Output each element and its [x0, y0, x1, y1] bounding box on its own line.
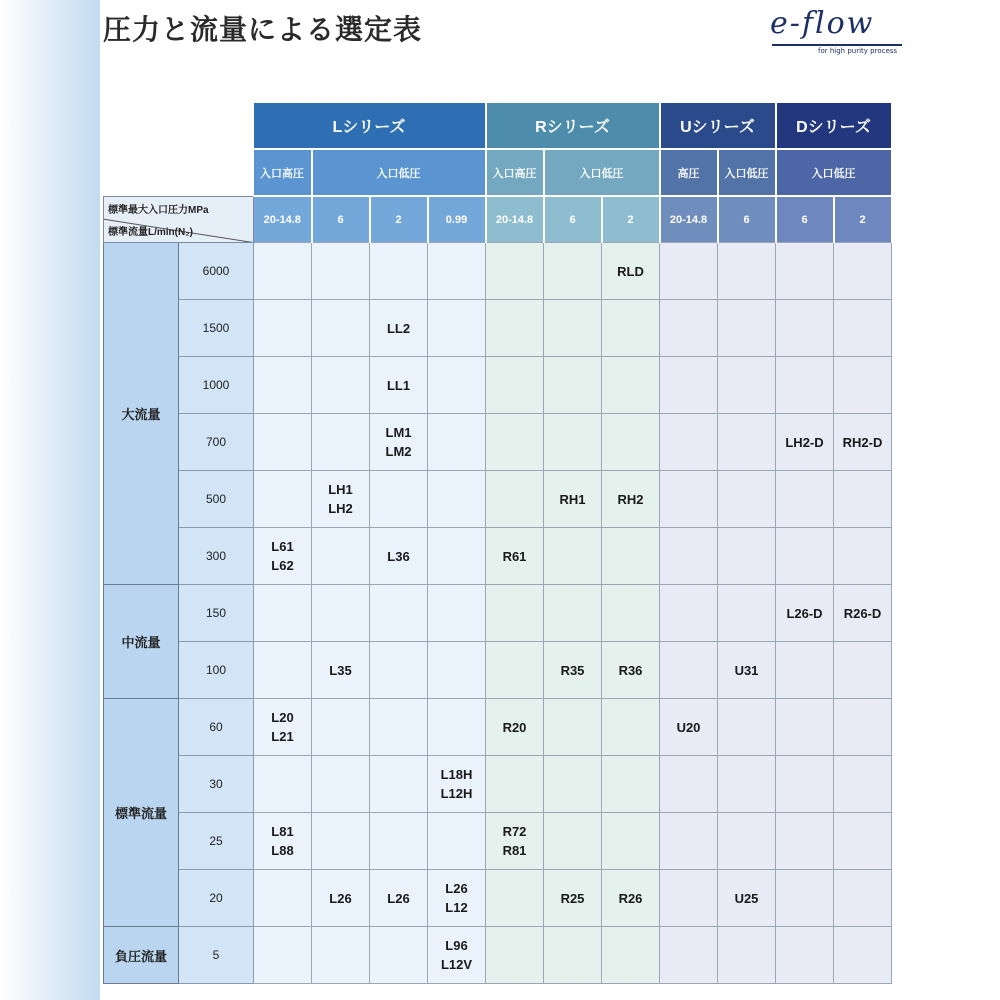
model-cell: [428, 642, 486, 699]
table-row: [104, 870, 892, 927]
model-code: L20: [271, 710, 294, 725]
model-cell: [312, 699, 370, 756]
table-row: [104, 813, 892, 870]
series-header-d: Dシリーズ: [776, 103, 892, 149]
model-code: L26: [445, 881, 468, 896]
table-row: [104, 471, 892, 528]
table-row: [104, 300, 892, 357]
subheader-r-high: 入口高圧: [486, 149, 544, 196]
model-cell: [660, 414, 718, 471]
model-cell: [428, 870, 486, 927]
model-cell: [776, 813, 834, 870]
model-cell: [254, 243, 312, 300]
series-header-u: Uシリーズ: [660, 103, 776, 149]
model-cell: [428, 243, 486, 300]
table-row: [104, 756, 892, 813]
model-cell: [486, 243, 544, 300]
table-blank-corner-2: [104, 149, 254, 196]
model-cell: [660, 756, 718, 813]
flow-rate-cell: 30: [179, 756, 254, 813]
corner-pressure-label: 標準最大入口圧力MPa: [108, 204, 209, 216]
pressure-header-5: 6: [544, 196, 602, 243]
model-cell: [428, 585, 486, 642]
model-cell: [312, 813, 370, 870]
model-cell: [834, 813, 892, 870]
table-row: [104, 585, 892, 642]
model-cell: [428, 300, 486, 357]
model-cell: [776, 528, 834, 585]
pressure-header-9: 6: [776, 196, 834, 243]
model-code: L62: [271, 558, 294, 573]
model-cell: [718, 813, 776, 870]
model-cell: [254, 300, 312, 357]
model-cell: [718, 471, 776, 528]
model-cell: [370, 699, 428, 756]
model-code: L26: [329, 890, 352, 906]
model-cell: [486, 870, 544, 927]
model-cell: [370, 471, 428, 528]
model-cell: [834, 642, 892, 699]
model-cell: [428, 813, 486, 870]
model-cell: [834, 528, 892, 585]
model-cell: [254, 414, 312, 471]
subheader-l-low: 入口低圧: [312, 149, 486, 196]
model-cell: [370, 870, 428, 927]
model-cell: [602, 927, 660, 984]
model-cell: [602, 642, 660, 699]
model-cell: [486, 471, 544, 528]
page-title: 圧力と流量による選定表: [103, 13, 423, 46]
model-code: L96: [445, 938, 468, 953]
subheader-l-high: 入口高圧: [254, 149, 312, 196]
model-code: L35: [329, 662, 352, 678]
model-cell: [660, 300, 718, 357]
flow-rate-cell: 1500: [179, 300, 254, 357]
model-cell: [312, 357, 370, 414]
model-cell: [834, 756, 892, 813]
model-cell: [776, 357, 834, 414]
model-cell: [776, 243, 834, 300]
model-cell: [312, 471, 370, 528]
model-cell: [660, 471, 718, 528]
model-cell: [370, 528, 428, 585]
flow-rate-cell: 100: [179, 642, 254, 699]
model-code: L18H: [440, 767, 473, 782]
flow-rate-cell: 300: [179, 528, 254, 585]
model-cell: [486, 927, 544, 984]
logo-text: e-flow: [770, 6, 875, 41]
series-header-r: Rシリーズ: [486, 103, 660, 149]
model-cell: [718, 756, 776, 813]
model-cell: [718, 870, 776, 927]
model-cell: [486, 756, 544, 813]
table-row: [104, 414, 892, 471]
model-cell: [428, 528, 486, 585]
table-blank-corner: [104, 103, 254, 149]
model-cell: [602, 243, 660, 300]
model-cell: [312, 870, 370, 927]
model-cell: [660, 813, 718, 870]
model-cell: [834, 870, 892, 927]
model-cell: [834, 699, 892, 756]
model-cell: [254, 585, 312, 642]
model-code: R36: [618, 662, 643, 678]
model-cell: [544, 927, 602, 984]
model-cell: [834, 357, 892, 414]
model-cell: [776, 699, 834, 756]
eflow-logo: [770, 6, 905, 56]
model-cell: [312, 528, 370, 585]
model-cell: [486, 813, 544, 870]
model-cell: [660, 699, 718, 756]
model-cell: [602, 528, 660, 585]
model-cell: [602, 813, 660, 870]
model-cell: [718, 243, 776, 300]
model-cell: [312, 243, 370, 300]
model-code: R72: [502, 824, 527, 839]
subheader-u-low: 入口低圧: [718, 149, 776, 196]
model-cell: [602, 756, 660, 813]
model-cell: [718, 699, 776, 756]
pressure-header-2: 2: [370, 196, 428, 243]
subheader-u-high: 高圧: [660, 149, 718, 196]
model-code: L12H: [440, 786, 473, 801]
model-cell: [660, 585, 718, 642]
model-cell: [660, 357, 718, 414]
model-cell: [834, 585, 892, 642]
model-cell: [486, 357, 544, 414]
model-cell: [718, 585, 776, 642]
model-code: L12V: [440, 957, 473, 972]
model-cell: [834, 414, 892, 471]
model-cell: [370, 927, 428, 984]
model-cell: [370, 414, 428, 471]
model-code: LL2: [386, 320, 411, 336]
model-code: LM1: [385, 425, 412, 440]
model-code: L81: [271, 824, 294, 839]
model-cell: [486, 699, 544, 756]
model-cell: [254, 642, 312, 699]
model-cell: [544, 357, 602, 414]
subheader-d-low: 入口低圧: [776, 149, 892, 196]
table-row: [104, 927, 892, 984]
series-header-l: Lシリーズ: [254, 103, 486, 149]
model-cell: [428, 357, 486, 414]
model-code: LH2: [328, 501, 353, 516]
model-cell: [834, 927, 892, 984]
corner-header: [104, 196, 254, 243]
model-code: R35: [560, 662, 585, 678]
model-cell: [602, 471, 660, 528]
model-code: L12: [445, 900, 468, 915]
model-cell: [254, 699, 312, 756]
pressure-header-10: 2: [834, 196, 892, 243]
model-cell: [776, 927, 834, 984]
selection-table: [103, 103, 893, 984]
model-code: LH1: [328, 482, 353, 497]
logo-underline: [772, 44, 902, 46]
model-code: U25: [734, 890, 759, 906]
table-row: [104, 699, 892, 756]
model-cell: [370, 300, 428, 357]
model-cell: [660, 243, 718, 300]
table-row: [104, 357, 892, 414]
model-code: RH2-D: [842, 434, 883, 450]
pressure-header-6: 2: [602, 196, 660, 243]
model-cell: [254, 471, 312, 528]
model-code: R26: [618, 890, 643, 906]
table-row: [104, 642, 892, 699]
model-cell: [602, 870, 660, 927]
model-cell: [486, 414, 544, 471]
model-cell: [718, 927, 776, 984]
subheader-r-low: 入口低圧: [544, 149, 660, 196]
model-cell: [428, 927, 486, 984]
flow-rate-cell: 60: [179, 699, 254, 756]
sidebar-gradient: [0, 0, 100, 1000]
model-code: L26: [387, 890, 410, 906]
model-cell: [254, 927, 312, 984]
model-code: LL1: [386, 377, 411, 393]
model-cell: [544, 813, 602, 870]
model-cell: [486, 585, 544, 642]
model-code: L36: [387, 548, 410, 564]
model-cell: [834, 243, 892, 300]
model-cell: [544, 300, 602, 357]
model-cell: [602, 585, 660, 642]
model-cell: [254, 357, 312, 414]
category-large: 大流量: [104, 243, 179, 585]
model-cell: [370, 243, 428, 300]
model-cell: [718, 414, 776, 471]
model-cell: [776, 642, 834, 699]
pressure-header-7: 20-14.8: [660, 196, 718, 243]
category-negative: 負圧流量: [104, 927, 179, 984]
pressure-header-4: 20-14.8: [486, 196, 544, 243]
model-cell: [602, 300, 660, 357]
model-cell: [544, 699, 602, 756]
model-cell: [544, 642, 602, 699]
model-cell: [544, 870, 602, 927]
model-code: L26-D: [786, 605, 823, 621]
model-cell: [312, 756, 370, 813]
model-code: U20: [676, 719, 701, 735]
model-cell: [428, 699, 486, 756]
model-cell: [776, 414, 834, 471]
model-code: R81: [502, 843, 527, 858]
model-cell: [370, 357, 428, 414]
table-row: [104, 528, 892, 585]
pressure-header-1: 6: [312, 196, 370, 243]
model-cell: [776, 585, 834, 642]
model-cell: [370, 756, 428, 813]
model-cell: [776, 870, 834, 927]
model-cell: [254, 870, 312, 927]
model-code: R26-D: [843, 605, 882, 621]
model-cell: [660, 870, 718, 927]
model-code: R20: [502, 719, 527, 735]
model-code: L88: [271, 843, 294, 858]
model-cell: [834, 300, 892, 357]
model-cell: [776, 756, 834, 813]
model-cell: [312, 414, 370, 471]
model-cell: [428, 471, 486, 528]
model-code: RLD: [617, 263, 644, 279]
model-cell: [602, 414, 660, 471]
model-cell: [254, 528, 312, 585]
model-cell: [544, 528, 602, 585]
flow-rate-cell: 20: [179, 870, 254, 927]
model-cell: [544, 471, 602, 528]
model-cell: [486, 528, 544, 585]
model-cell: [660, 927, 718, 984]
model-cell: [486, 300, 544, 357]
flow-rate-cell: 150: [179, 585, 254, 642]
model-cell: [312, 927, 370, 984]
model-cell: [312, 585, 370, 642]
model-cell: [718, 528, 776, 585]
pressure-header-8: 6: [718, 196, 776, 243]
logo-tagline: for high purity process: [818, 47, 898, 55]
model-cell: [544, 243, 602, 300]
model-cell: [312, 642, 370, 699]
model-cell: [660, 528, 718, 585]
model-cell: [544, 756, 602, 813]
model-cell: [254, 756, 312, 813]
model-cell: [602, 357, 660, 414]
model-cell: [602, 699, 660, 756]
flow-rate-cell: 5: [179, 927, 254, 984]
flow-rate-cell: 500: [179, 471, 254, 528]
model-cell: [718, 357, 776, 414]
model-code: R61: [502, 548, 527, 564]
model-cell: [312, 300, 370, 357]
model-cell: [254, 813, 312, 870]
model-cell: [370, 585, 428, 642]
model-cell: [428, 756, 486, 813]
model-code: U31: [734, 662, 759, 678]
model-code: R25: [560, 890, 585, 906]
model-cell: [834, 471, 892, 528]
model-cell: [544, 414, 602, 471]
flow-rate-cell: 25: [179, 813, 254, 870]
flow-rate-cell: 700: [179, 414, 254, 471]
model-code: L61: [271, 539, 294, 554]
model-code: LH2-D: [785, 434, 824, 450]
model-code: RH1: [559, 491, 586, 507]
model-cell: [660, 642, 718, 699]
flow-rate-cell: 1000: [179, 357, 254, 414]
model-code: LM2: [385, 444, 412, 459]
model-cell: [370, 642, 428, 699]
model-cell: [776, 300, 834, 357]
flow-rate-cell: 6000: [179, 243, 254, 300]
table-row: [104, 243, 892, 300]
model-cell: [718, 300, 776, 357]
category-medium: 中流量: [104, 585, 179, 699]
model-cell: [544, 585, 602, 642]
model-code: L21: [271, 729, 294, 744]
model-code: RH2: [617, 491, 644, 507]
model-cell: [370, 813, 428, 870]
model-cell: [776, 471, 834, 528]
model-cell: [428, 414, 486, 471]
model-cell: [486, 642, 544, 699]
category-standard: 標準流量: [104, 699, 179, 927]
pressure-header-3: 0.99: [428, 196, 486, 243]
model-cell: [718, 642, 776, 699]
pressure-header-0: 20-14.8: [254, 196, 312, 243]
corner-flow-label: 標準流量L/min(N₂): [108, 226, 193, 238]
